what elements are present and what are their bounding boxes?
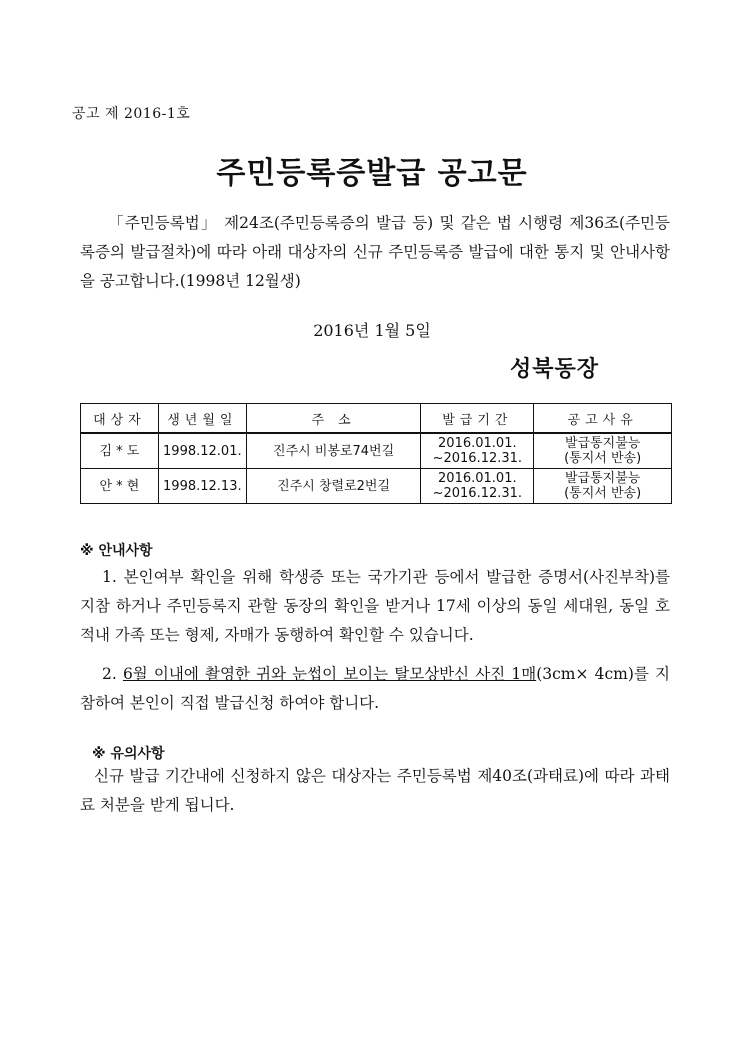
- cell-period: [421, 469, 534, 504]
- reason-line-1: 발급통지불능: [564, 471, 641, 486]
- period-end: ~2016.12.31.: [432, 451, 523, 466]
- column-header-birth: 생년월일: [158, 404, 246, 434]
- guidance-item-2: [80, 660, 670, 718]
- notice-number: 공고 제 2016-1호: [72, 106, 191, 122]
- photo-requirement-underlined: 6월 이내에 촬영한 귀와 눈썹이 보이는 탈모상반신 사진 1매: [122, 665, 537, 683]
- cell-reason: [534, 469, 672, 504]
- table-header-row: [81, 404, 672, 434]
- page-title: 주민등록증발급 공고문: [216, 156, 528, 191]
- table-row: [81, 433, 672, 469]
- cell-name: 김 * 도: [81, 433, 159, 469]
- guidance-heading: ※ 안내사항: [80, 543, 153, 559]
- period-start: 2016.01.01.: [438, 436, 517, 451]
- period-start: 2016.01.01.: [438, 471, 517, 486]
- reason-line-2: (통지서 반송): [564, 486, 642, 501]
- issuing-office: 성북동장: [510, 357, 600, 382]
- intro-paragraph: 「주민등록법」 제24조(주민등록증의 발급 등) 및 같은 법 시행령 제36조(주민등록증의 발급절차)에 따라 아래 대상자의 신규 주민등록증 발급에 대한 통지 및 안내사항을 공고합니다.(1998년 12월생): [80, 214, 670, 290]
- column-header-address: 주 소: [246, 404, 421, 434]
- notice-date: 2016년 1월 5일: [313, 321, 431, 340]
- cell-name: 안 * 현: [81, 469, 159, 504]
- cell-reason: [534, 433, 672, 469]
- caution-text: 신규 발급 기간내에 신청하지 않은 대상자는 주민등록법 제40조(과태료)에 따라 과태료 처분을 받게 됩니다.: [80, 767, 670, 814]
- reason-line-2: (통지서 반송): [564, 451, 642, 466]
- caution-heading: ※ 유의사항: [92, 746, 165, 762]
- column-header-period: 발급기간: [421, 404, 534, 434]
- period-end: ~2016.12.31.: [432, 486, 523, 501]
- column-header-name: 대상자: [81, 404, 159, 434]
- target-table: [80, 403, 672, 504]
- cell-address: 진주시 창렬로2번길: [246, 469, 421, 504]
- table-row: [81, 469, 672, 504]
- cell-birth: 1998.12.13.: [158, 469, 246, 504]
- guidance-item-2-prefix: 2.: [102, 665, 123, 683]
- cell-birth: 1998.12.01.: [158, 433, 246, 469]
- cell-address: 진주시 비봉로74번길: [246, 433, 421, 469]
- reason-line-1: 발급통지불능: [564, 436, 641, 451]
- guidance-item-2-suffix: (3cm× 4cm)를 지참하여 본인이 직접 발급신청 하여야 합니다.: [80, 665, 670, 712]
- column-header-reason: 공고사유: [534, 404, 672, 434]
- guidance-item-1: 1. 본인여부 확인을 위해 학생증 또는 국가기관 등에서 발급한 증명서(사진부착)를 지참 하거나 주민등록지 관할 동장의 확인을 받거나 17세 이상의 동일 세대원, 동일 호적내 가족 또는 형제, 자매가 동행하여 확인할 수 있습니다.: [80, 568, 670, 644]
- cell-period: [421, 433, 534, 469]
